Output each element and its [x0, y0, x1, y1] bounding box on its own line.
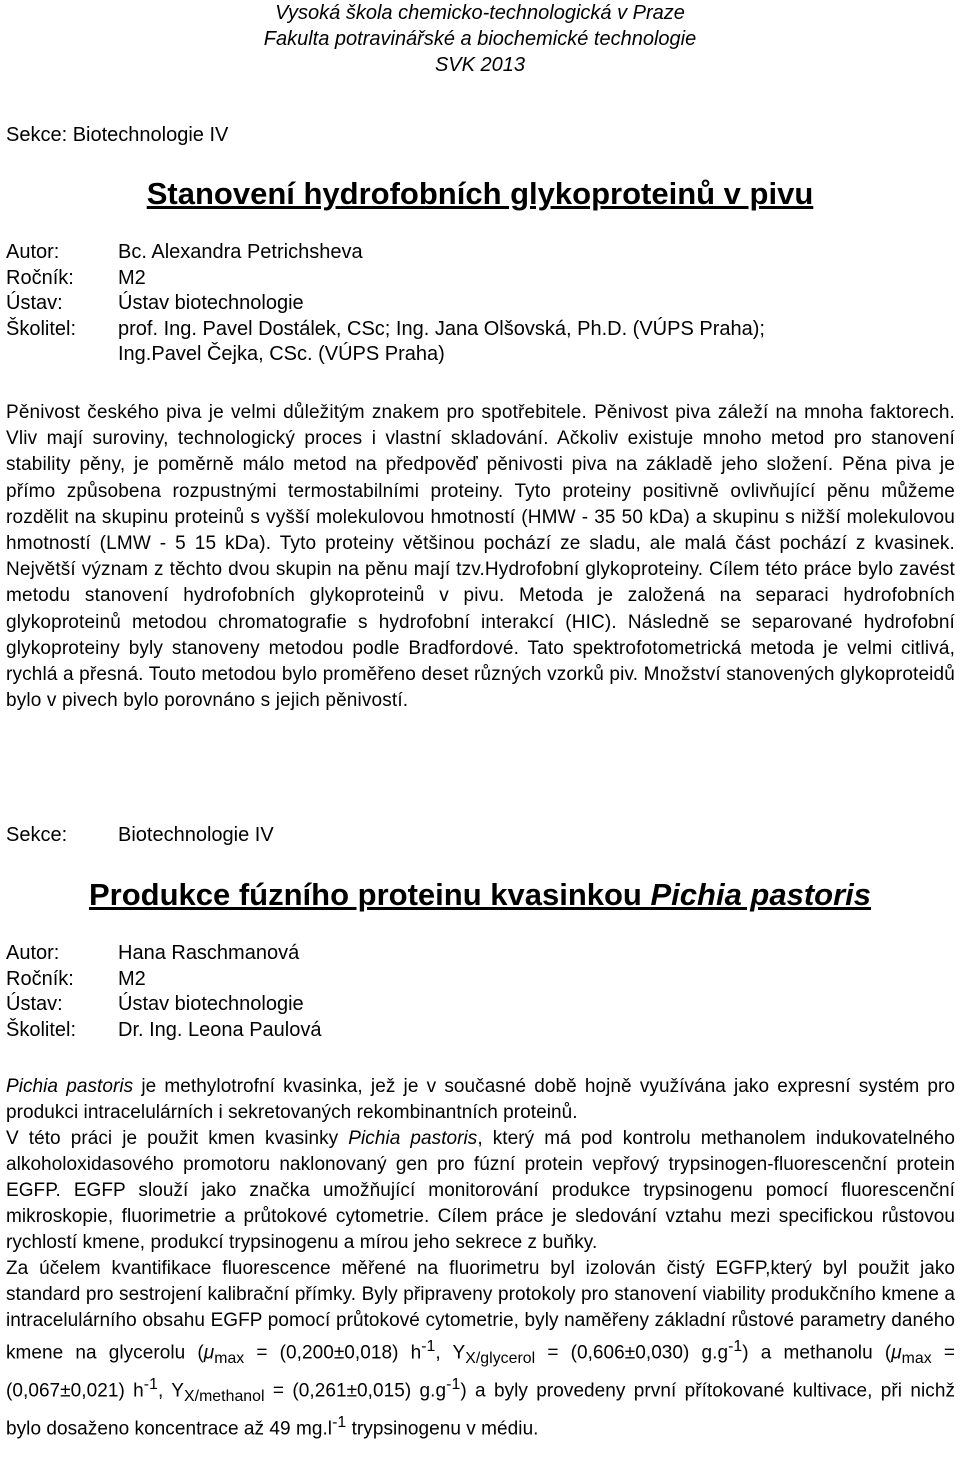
meta-label: Školitel:: [6, 317, 77, 340]
paragraph-text: Za účelem kvantifikace fluorescence měřené na fluorimetru byl izolován čistý EGFP,který byl použit jako standard pro sestrojení kalibrační přímky. Byly připraveny protokoly pro stanovení viability produkčního kmene a intracelulárního obsahu EGFP pomocí průtokové cytometrie, byly naměřeny základní růstové parametry daného kmene na glycerolu (: [6, 1258, 955, 1364]
paragraph-text: trypsinogenu v médiu.: [346, 1418, 539, 1440]
species-name: Pichia pastoris: [348, 1128, 478, 1149]
species-name: Pichia pastoris: [6, 1076, 134, 1097]
meta-label: Ústav:: [6, 292, 63, 314]
meta-row-author: [6, 941, 321, 967]
paragraph-text: ) a methanolu (: [742, 1342, 892, 1364]
meta-value: M2: [118, 266, 146, 289]
paragraph-text: ) a byly provedeny první přítokované kultivace, při nichž bylo dosaženo koncentrace až 49 mg.l: [6, 1380, 955, 1440]
section-label: Sekce:: [6, 824, 68, 846]
subscript-methanol: X/methanol: [184, 1388, 265, 1406]
paragraph-text: = (0,200±0,018) h: [244, 1342, 422, 1364]
meta-row-supervisor: [6, 1018, 321, 1044]
paragraph-text: , Y: [157, 1380, 185, 1402]
article2-abstract: [6, 1074, 955, 1443]
conference-name: SVK 2013: [434, 54, 526, 76]
superscript: -1: [332, 1414, 347, 1432]
article2-meta: [6, 941, 321, 1043]
meta-label: Ústav:: [6, 993, 63, 1015]
meta-value: M2: [118, 967, 146, 990]
subscript-max: max: [214, 1350, 245, 1368]
subscript-glycerol: X/glycerol: [465, 1350, 536, 1368]
meta-label: Ročník:: [6, 266, 74, 289]
superscript: -1: [143, 1376, 158, 1394]
meta-row-supervisor: [6, 317, 778, 368]
article2-title: [0, 877, 960, 913]
meta-row-institute: [6, 291, 778, 317]
subscript-max: max: [901, 1350, 932, 1368]
paragraph-text: V této práci je použit kmen kvasinky: [6, 1128, 349, 1149]
article1-abstract: [6, 400, 955, 714]
superscript: -1: [728, 1338, 743, 1355]
article1-section: Sekce: Biotechnologie IV: [6, 124, 229, 146]
university-name: Vysoká škola chemicko-technologická v Praze: [275, 2, 685, 24]
paragraph-text: , Y: [435, 1342, 466, 1364]
paragraph-text: = (0,067±0,021) h: [6, 1342, 955, 1402]
meta-value: Ústav biotechnologie: [118, 993, 304, 1015]
mu-symbol: μ: [891, 1342, 902, 1364]
mu-symbol: μ: [203, 1342, 215, 1364]
meta-value: prof. Ing. Pavel Dostálek, CSc; Ing. Jana Olšovská, Ph.D. (VÚPS Praha); Ing.Pavel Čejka, CSc. (VÚPS Praha): [118, 317, 765, 365]
abstract-paragraph-2: [6, 1126, 955, 1256]
section-value: Biotechnologie IV: [118, 824, 274, 846]
abstract-paragraph-3: [6, 1256, 955, 1443]
meta-row-year: [6, 967, 321, 993]
abstract-paragraph-1: [6, 1074, 955, 1126]
paragraph-text: , který má pod kontrolu methanolem indukovatelného alkoholoxidasového promotoru naklonovaný gen pro fúzní protein vepřový trypsinogen-fluorescenční protein EGFP. EGFP slouží jako značka umožňující monitorování produkce trypsinogenu pomocí fluorescenční mikroskopie, fluorimetrie a průtokové cytometrie. Cílem práce je sledování vztahu mezi specifickou růstovou rychlostí kmene, produkcí trypsinogenu a mírou jeho sekrece z buňky.: [6, 1128, 956, 1253]
meta-value: Hana Raschmanová: [118, 942, 300, 964]
meta-row-institute: [6, 992, 321, 1018]
article2-section: [6, 824, 274, 847]
article1-title: Stanovení hydrofobních glykoproteinů v pivu: [146, 176, 814, 211]
article1-meta: [6, 240, 778, 368]
meta-label: Školitel:: [6, 1018, 77, 1041]
meta-row-author: [6, 240, 778, 266]
document-header: [0, 0, 960, 78]
meta-value: Dr. Ing. Leona Paulová: [118, 1018, 322, 1041]
title-text: Produkce fúzního proteinu kvasinkou: [88, 877, 651, 912]
meta-label: Ročník:: [6, 967, 74, 990]
paragraph-text: = (0,261±0,015) g.g: [264, 1380, 447, 1402]
title-italic: Pichia pastoris: [650, 877, 872, 912]
abstract-paragraph: Pěnivost českého piva je velmi důležitým znakem pro spotřebitele. Pěnivost piva záleží na mnoha faktorech. Vliv mají suroviny, technologický proces i vlastní skladování. Ačkoliv existuje mnoho metod pro stanovení stability pěny, je poměrně málo metod na předpověď pěnivosti piva na základě jeho složení. Pěna piva je přímo způsobena rozpustnými termostabilními proteiny. Tyto proteiny positivně ovlivňující pěnu můžeme rozdělit na skupinu proteinů s vyšší molekulovou hmotností (HMW - 35 50 kDa) a skupinu s nižší molekulovou hmotností (LMW - 5 15 kDa). Tyto proteiny většinou pochází ze sladu, ale malá část pochází z kvasinek. Největší význam z těchto dvou skupin na pěnu mají tzv.Hydrofobní glykoproteiny. Cílem této práce bylo zavést metodu stanovení hydrofobních glykoproteinů v pivu. Metoda je založená na separaci hydrofobních glykoproteinů metodou chromatografie s hydrofobní interakcí (HIC). Následně se separované hydrofobní glykoproteiny byly stanoveny metodou podle Bradfordové. Tato spektrofotometrická metoda je velmi citlivá, rychlá a přesná. Touto metodou bylo proměřeno deset různých vzorků piv. Množství stanovených glykoproteidů bylo v pivech bylo porovnáno s jejich pěnivostí.: [6, 402, 955, 712]
meta-label: Autor:: [6, 942, 60, 964]
superscript: -1: [446, 1376, 461, 1394]
meta-value: Bc. Alexandra Petrichsheva: [118, 241, 363, 263]
superscript: -1: [421, 1338, 436, 1355]
paragraph-text: je methylotrofní kvasinka, jež je v současné době hojně využívána jako expresní systém pro produkci intracelulárních i sekretovaných rekombinantních proteinů.: [6, 1076, 956, 1123]
paragraph-text: = (0,606±0,030) g.g: [535, 1342, 729, 1364]
meta-row-year: [6, 266, 778, 292]
meta-label: Autor:: [6, 241, 60, 263]
faculty-name: Fakulta potravinářské a biochemické technologie: [263, 28, 697, 50]
meta-value: Ústav biotechnologie: [118, 292, 304, 314]
